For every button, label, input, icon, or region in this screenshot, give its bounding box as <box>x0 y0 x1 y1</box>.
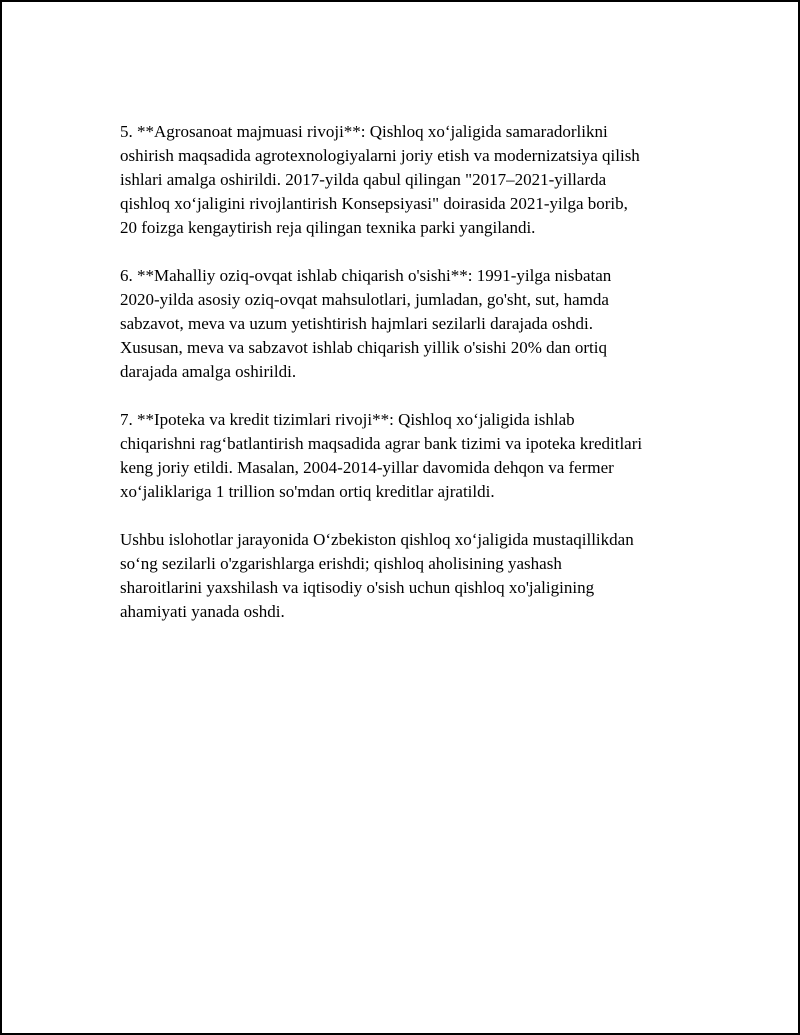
paragraph-conclusion: Ushbu islohotlar jarayonida O‘zbekiston qishloq xo‘jaligida mustaqillikdan so‘ng sezilarli o'zgarishlarga erishdi; qishloq aholisining yashash sharoitlarini yaxshilash va iqtisodiy o'sish uchun qishloq xo'jaligining ahamiyati yanada oshdi. <box>120 530 634 621</box>
paragraph-mortgage-credit-systems: 7. **Ipoteka va kredit tizimlari rivoji**: Qishloq xo‘jaligida ishlab chiqarishni rag‘batlantirish maqsadida agrar bank tizimi va ipoteka kreditlari keng joriy etildi. Masalan, 2004-2014-yillar davomida dehqon va fermer xo‘jaliklariga 1 trillion so'mdan ortiq kreditlar ajratildi. <box>120 410 643 501</box>
paragraph-agro-industrial-complex: 5. **Agrosanoat majmuasi rivoji**: Qishloq xo‘jaligida samaradorlikni oshirish maqsadida agrotexnologiyalarni joriy etish va modernizatsiya qilish ishlari amalga oshirildi. 2017-yilda qabul qilingan "2017–2021-yillarda qishloq xo‘jaligini rivojlantirish Konsepsiyasi" doirasida 2021-yilga borib, 20 foizga kengaytirish reja qilingan texnika parki yangilandi. <box>120 122 640 237</box>
document-body <box>120 120 692 648</box>
paragraph-local-food-production: 6. **Mahalliy oziq-ovqat ishlab chiqarish o'sishi**: 1991-yilga nisbatan 2020-yilda asosiy oziq-ovqat mahsulotlari, jumladan, go'sht, sut, hamda sabzavot, meva va uzum yetishtirish hajmlari sezilarli darajada oshdi. Xususan, meva va sabzavot ishlab chiqarish yillik o'sishi 20% dan ortiq darajada amalga oshirildi. <box>120 266 612 381</box>
